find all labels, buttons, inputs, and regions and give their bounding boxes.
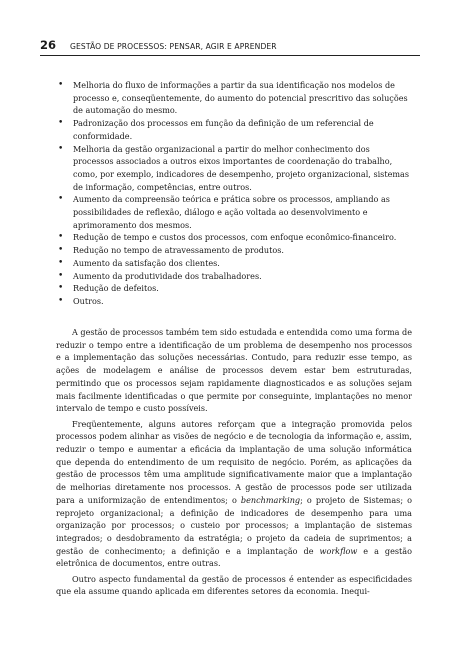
paragraph-text: ; o projeto de Sistemas; o reprojeto organizacional; a definição de indicadores de desempenho para uma organização por processos; o custeio por processos; a implantação de sistemas integrados; o desdobramento da estratégia; o projeto da cadeia de suprimentos; a gestão de conhecimento; a definição e a implantação de [56,494,412,556]
bullet-icon: • [58,283,64,294]
list-item [58,193,410,231]
bullet-icon: • [58,143,64,154]
list-item [58,143,410,194]
paragraph-text: e a gestão eletrônica de documentos, entre outras. [56,545,412,569]
body-text [56,326,412,601]
bullet-icon: • [58,80,64,90]
bullet-list [58,79,410,308]
list-item-text: Outros. [73,295,104,306]
bullet-icon: • [58,232,64,243]
bullet-icon: • [58,295,64,306]
list-item-text: Redução no tempo de atravessamento de produtos. [73,245,284,256]
list-item [58,231,410,244]
list-item [58,79,410,117]
list-item [58,117,410,142]
list-item-text: Melhoria da gestão organizacional a partir do melhor conhecimento dos processos associados a outros eixos importantes de coordenação do trabalho, como, por exemplo, indicadores de desempenho, projeto organizacional, sistemas de informação, competências, entre outros. [73,143,410,192]
page-header [40,38,420,56]
list-item [58,270,410,283]
paragraph: A gestão de processos também tem sido estudada e entendida como uma forma de reduzir o tempo entre a identificação de um problema de desempenho nos processos e a implementação das soluções necessárias. Contudo, para reduzir esse tempo, as ações de modelagem e análise de processos devem estar bem estruturadas, permitindo que os processos sejam rapidamente diagnosticados e as soluções sejam mais facilmente identificadas o que permite por conseguinte, implantações no menor intervalo de tempo e custo possíveis. [56,327,412,414]
bullet-icon: • [58,194,64,205]
bullet-icon: • [58,245,64,256]
list-item [58,244,410,257]
list-item [58,257,410,270]
list-item-text: Padronização dos processos em função da definição de um referencial de conformidade. [73,118,374,141]
list-item [58,295,410,308]
paragraph-text: Freqüentemente, alguns autores reforçam que a integração promovida pelos processos podem alinhar as visões de negócio e de tecnologia da informação e, assim, reduzir o tempo e aumentar a eficácia da implantação de uma solução informática que dependa do entendimento de um requisito de negócio. Porém, as aplicações da gestão de processos têm uma amplitude significativamente maior que a implantação de melhorias diretamente nos processos. A gestão de processos pode ser utilizada para a uniformização de entendimentos; o [56,418,412,505]
italic-term: workflow [319,545,358,556]
list-item-text: Melhoria do fluxo de informações a partir da sua identificação nos modelos de processo e, conseqüentemente, do aumento do potencial prescritivo das soluções de automação do mesmo. [73,80,408,116]
list-item-text: Aumento da satisfação dos clientes. [73,257,220,268]
bullet-icon: • [58,257,64,268]
list-item-text: Aumento da produtividade dos trabalhadores. [73,270,262,281]
list-item [58,282,410,295]
page-number: 26 [40,38,57,52]
bullet-icon: • [58,118,64,129]
italic-term: benchmarking [240,494,301,505]
paragraph: Outro aspecto fundamental da gestão de processos é entender as especificidades que ela assume quando aplicada em diferentes setores da economia. Inequi- [56,573,412,597]
bullet-icon: • [58,270,64,281]
list-item-text: Aumento da compreensão teórica e prática sobre os processos, ampliando as possibilidades de reflexão, diálogo e ação voltada ao desenvolvimento e aprimoramento dos mesmos. [73,194,390,230]
list-item-text: Redução de tempo e custos dos processos, com enfoque econômico-financeiro. [73,232,397,243]
paragraph [56,418,412,570]
list-item-text: Redução de defeitos. [73,283,159,294]
running-title: GESTÃO DE PROCESSOS: PENSAR, AGIR E APRENDER [70,42,277,51]
